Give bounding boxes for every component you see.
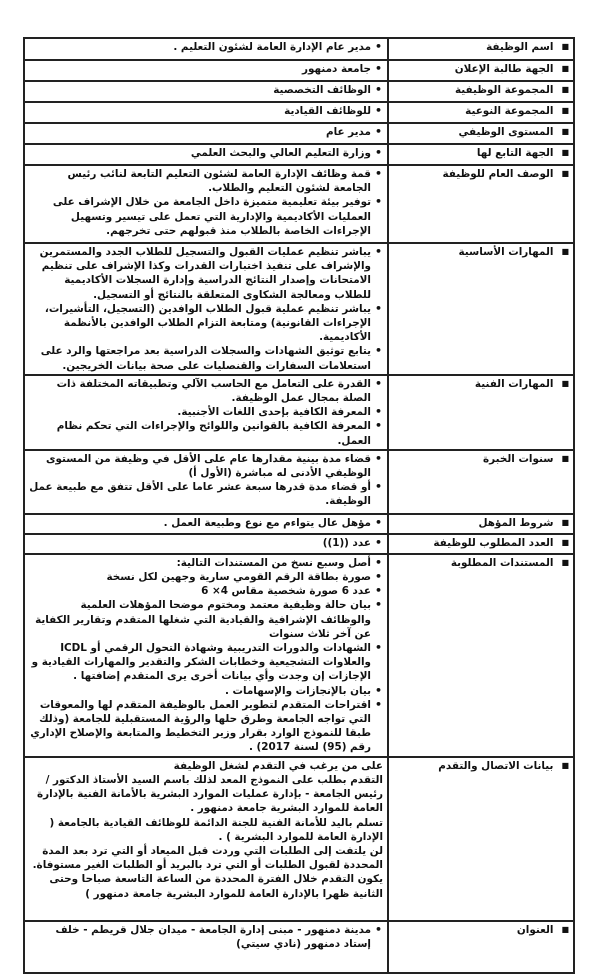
square-bullet-icon: ■	[561, 64, 569, 73]
list-item: يكون التقدم خلال الفترة المحددة من الساعة التاسعة صباحا وحتى الثانية ظهرا بالإدارة العامة للموارد البشرية جامعة دمنهور )	[49, 873, 383, 900]
field-label: شروط المؤهل	[478, 516, 554, 529]
list-item: • بيان حالة وظيفية معتمد ومختوم موضحا المؤهلات العلمية والوظائف الإشرافية والقيادية التي شغلها المتقدم وتقارير الكفاية عن آخر ثلاث سنوات	[29, 598, 383, 641]
list-item: • عدد 6 صورة شخصية مقاس 4× 6	[29, 584, 383, 598]
square-bullet-icon: ■	[561, 537, 569, 547]
table-row	[24, 165, 574, 243]
table-row	[24, 450, 574, 514]
square-bullet-icon: ■	[561, 85, 569, 94]
field-label: اسم الوظيفة	[486, 41, 554, 53]
field-label: المستوى الوظيفي	[458, 126, 554, 138]
list-item: • الشهادات والدورات التدريبية وشهادة التحول الرقمي أو ICDL والعلاوات التشجيعية وخطابات الشكر والتقدير والمهارات القيادية و الإجازات إن وجدت وأي بيانات أخرى يرى المتقدم إضافتها .	[29, 641, 383, 684]
field-value-cell	[24, 144, 388, 165]
field-value-cell	[24, 60, 388, 81]
field-value-cell	[24, 375, 388, 450]
list-item: • توفير بيئة تعليمية متميزة داخل الجامعة من خلال الإشراف على العمليات الأكاديمية والإدارية التي تعمل على تيسير وتسهيل الإجراءات الخاصة بالطلاب منذ قبولهم حتى تخرجهم.	[29, 195, 383, 238]
list-item: • قضاء مدة بينية مقدارها عام على الأقل في وظيفة من المستوى الوظيفي الأدنى له مباشرة (الأول أ)	[29, 452, 383, 480]
table-row	[24, 375, 574, 450]
square-bullet-icon: ■	[561, 760, 569, 770]
field-label: سنوات الخبرة	[483, 452, 554, 465]
field-value-cell	[24, 534, 388, 554]
list-item: • القدرة على التعامل مع الحاسب الآلي وتطبيقاته المختلفة ذات الصلة بمجال عمل الوظيفة.	[29, 377, 383, 405]
field-label-cell	[388, 375, 574, 450]
list-item: لن يلتفت إلى الطلبات التي وردت قبل الميعاد أو التي ترد بعد المدة المحددة لقبول الطلبات أو التي ترد بالبريد أو الطلبات الغير مستوفاة.	[32, 844, 383, 872]
field-value-cell	[24, 450, 388, 514]
field-label-cell	[388, 144, 574, 165]
square-bullet-icon: ■	[561, 924, 569, 934]
field-label: الجهة التابع لها	[476, 147, 554, 159]
field-label-cell	[388, 165, 574, 243]
list-item: • المعرفة الكافية بالقوانين واللوائح والإجراءات التي تحكم نظام العمل.	[29, 419, 383, 447]
field-value-cell	[24, 514, 388, 534]
field-label-cell	[388, 81, 574, 102]
list-item: • يباشر تنظيم عمليات القبول والتسجيل للطلاب الجدد والمستمرين والإشراف على تنفيذ اختبارات القدرات وكذا الإشراف على تنظيم الامتحانات وإصدار النتائج الدراسية وإدارة السجلات الأكاديمية للطلاب ومعالجة الشكاوى المتعلقة بالنتائج أو التسجيل.	[29, 245, 383, 302]
field-value-cell	[24, 554, 388, 757]
table-row	[24, 144, 574, 165]
field-label-cell	[388, 102, 574, 123]
table-row	[24, 514, 574, 534]
list-item: • مؤهل عال يتواءم مع نوع وطبيعة العمل .	[29, 516, 383, 530]
list-item: • قمة وظائف الإدارة العامة لشئون التعليم التابعة لنائب رئيس الجامعة لشئون التعليم والطلاب.	[29, 167, 383, 195]
field-label: الجهة طالبة الإعلان	[454, 63, 554, 75]
field-value-cell	[24, 123, 388, 144]
field-label: المستندات المطلوبة	[450, 556, 554, 569]
table-row	[24, 554, 574, 757]
list-item: • مدير عام الإدارة العامة لشئون التعليم .	[29, 40, 383, 54]
field-value-cell	[24, 102, 388, 123]
list-item: • عدد ((1))	[29, 536, 383, 550]
list-item: • يتابع توثيق الشهادات والسجلات الدراسية بعد مراجعتها والرد على استعلامات السفارات والقنصليات على صحة بيانات الخريجين.	[29, 344, 383, 372]
list-item: • صورة بطاقة الرقم القومي سارية وجهين لكل نسخة	[29, 570, 383, 584]
list-item: • أصل وسبع نسخ من المستندات التالية:	[29, 556, 383, 570]
field-value-cell	[24, 243, 388, 375]
square-bullet-icon: ■	[561, 127, 569, 136]
field-value-cell	[24, 81, 388, 102]
square-bullet-icon: ■	[561, 378, 569, 388]
table-row	[24, 38, 574, 60]
field-label-cell	[388, 60, 574, 81]
field-label-cell	[388, 514, 574, 534]
table-row	[24, 757, 574, 921]
list-item: • وزارة التعليم العالي والبحث العلمي	[29, 146, 383, 160]
list-item: تسلم باليد للأمانة الفنية للجنة الدائمة للوظائف القيادية بالجامعة ( الإدارة العامة للموارد البشرية ) .	[49, 816, 383, 843]
field-label-cell	[388, 757, 574, 921]
table-row	[24, 243, 574, 375]
list-item: • مدير عام	[29, 125, 383, 139]
field-value-cell	[24, 165, 388, 243]
table-row	[24, 102, 574, 123]
list-item: على من يرغب في التقدم لشغل الوظيفة	[173, 759, 383, 772]
list-item: • للوظائف القيادية	[29, 104, 383, 118]
square-bullet-icon: ■	[561, 247, 569, 256]
square-bullet-icon: ■	[561, 557, 569, 567]
list-item: • الوظائف التخصصية	[29, 83, 383, 97]
field-label: المهارات الأساسية	[458, 246, 554, 258]
square-bullet-icon: ■	[561, 169, 569, 178]
field-label: بيانات الاتصال والتقدم	[438, 759, 554, 772]
field-label: الوصف العام للوظيفة	[442, 168, 554, 180]
square-bullet-icon: ■	[561, 106, 569, 115]
field-label-cell	[388, 534, 574, 554]
field-label: العدد المطلوب للوظيفة	[433, 536, 554, 549]
field-value-cell	[24, 757, 388, 921]
list-item: • اقتراحات المتقدم لتطوير العمل بالوظيفة المتقدم لها والمعوقات التي تواجه الجامعة وطرق حلها والرؤية المستقبلية للجامعة (وذلك طبقا للنموذج الوارد بقرار وزير التخطيط والمتابعة والإصلاح الإداري رقم (95) لسنة 2017) .	[29, 698, 383, 755]
field-label-cell	[388, 450, 574, 514]
job-announcement-document	[27, 37, 575, 974]
field-label: العنوان	[516, 923, 554, 936]
field-label-cell	[388, 123, 574, 144]
list-item: • المعرفة الكافية بإحدى اللغات الأجنبية.	[29, 405, 383, 419]
field-label: المجموعة الوظيفية	[454, 84, 554, 96]
field-label-cell	[388, 554, 574, 757]
field-label-cell	[388, 243, 574, 375]
list-item: • أو قضاء مدة قدرها سبعة عشر عاما على الأقل تتفق مع طبيعة عمل الوظيفة.	[29, 480, 383, 508]
square-bullet-icon: ■	[561, 42, 569, 51]
list-item: • مدينة دمنهور - مبنى إدارة الجامعة - ميدان جلال قريطم - خلف إستاد دمنهور (نادي سيتي)	[29, 923, 383, 951]
list-item: • جامعة دمنهور	[29, 62, 383, 76]
job-details-table	[23, 37, 575, 974]
table-row	[24, 81, 574, 102]
field-label: المجموعة النوعية	[465, 105, 554, 117]
field-value-cell	[24, 38, 388, 60]
list-item: التقدم بطلب على النموذج المعد لذلك باسم السيد الأستاذ الدكتور / رئيس الجامعة - بإدارة عمليات الموارد البشرية بالأمانة الفنية بالإدارة العامة للموارد البشرية جامعة دمنهور .	[37, 773, 383, 815]
list-item: • يباشر تنظيم عملية قبول الطلاب الوافدين (التسجيل، التأشيرات، الإجراءات القانونية) ومتابعة التزام الطلاب الوافدين بالأنظمة الأكاديمية.	[29, 302, 383, 345]
field-label: المهارات الفنية	[474, 377, 554, 390]
square-bullet-icon: ■	[561, 517, 569, 527]
table-row	[24, 534, 574, 554]
square-bullet-icon: ■	[561, 453, 569, 463]
field-label-cell	[388, 38, 574, 60]
table-row	[24, 123, 574, 144]
list-item: • بيان بالإنجازات والإسهامات .	[29, 684, 383, 698]
table-row	[24, 60, 574, 81]
square-bullet-icon: ■	[561, 148, 569, 157]
